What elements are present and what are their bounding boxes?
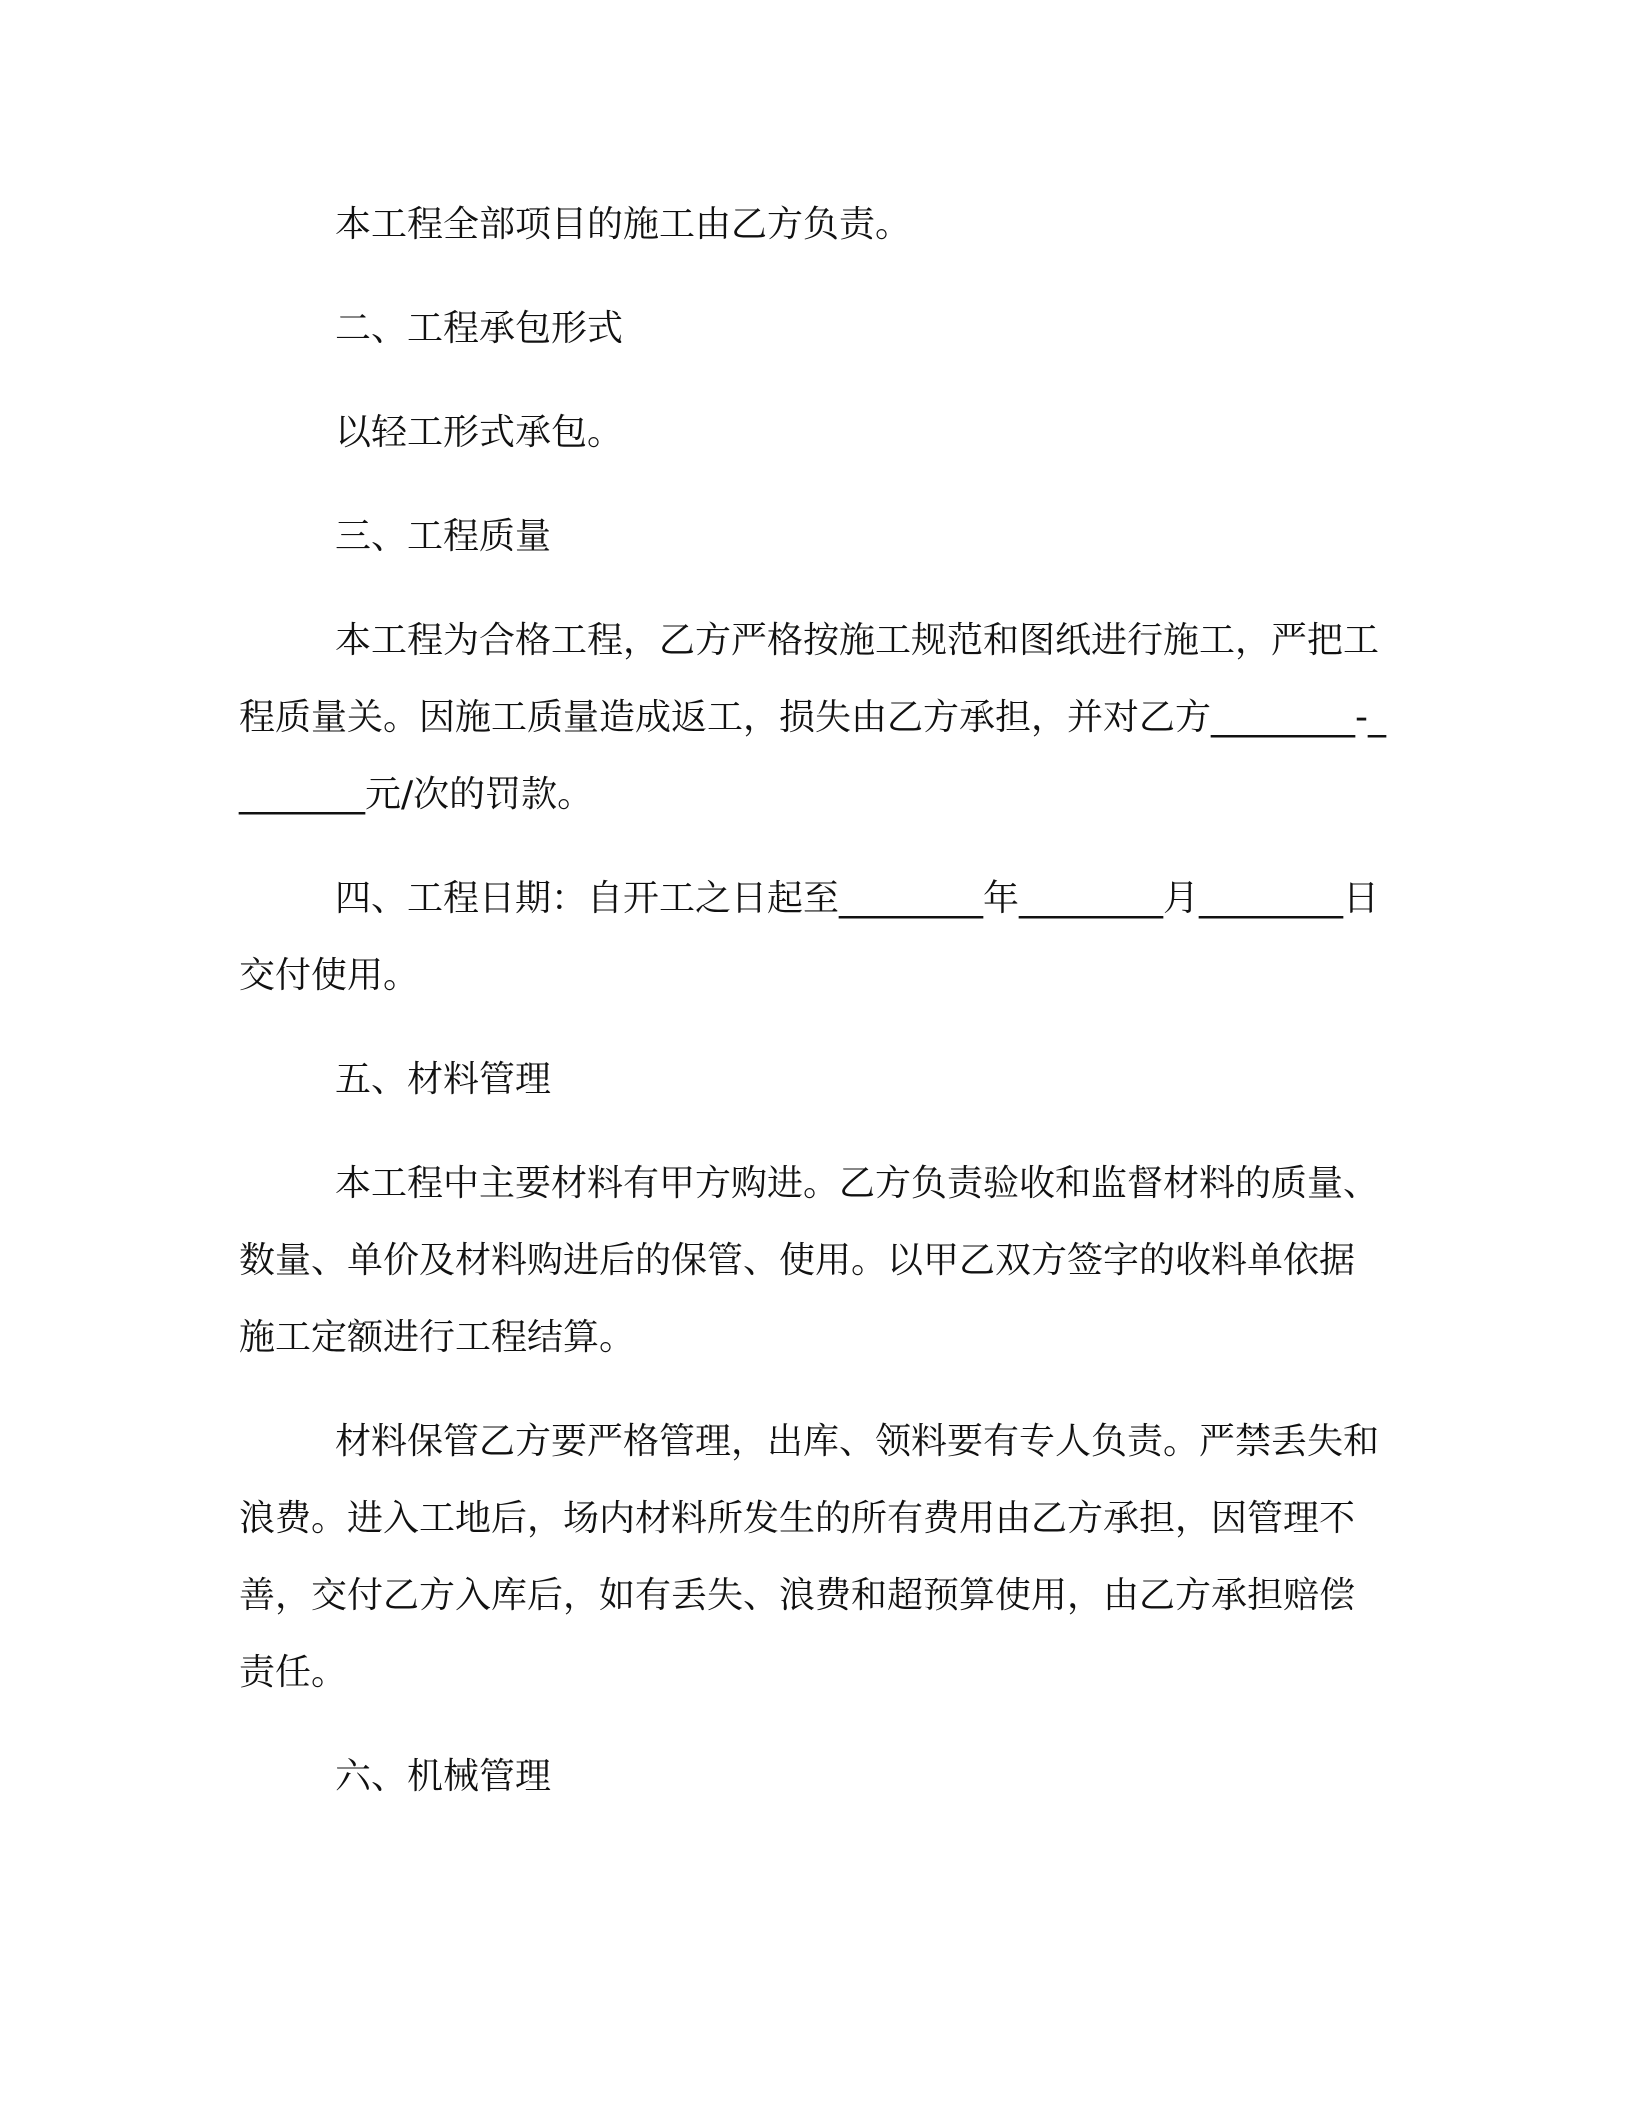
document-body (239, 186, 1389, 1842)
heading-contract-form: 二、工程承包形式 (335, 308, 624, 349)
paragraph-project-quality: 本工程为合格工程，乙方严格按施工规范和图纸进行施工，严把工程质量关。因施工质量造成返工，损失由乙方承担，并对乙方________-________元/次的罚款。 (239, 620, 1386, 815)
heading-material-management: 五、材料管理 (335, 1059, 552, 1100)
paragraph-construction-responsibility: 本工程全部项目的施工由乙方负责。 (335, 204, 912, 245)
paragraph-material-storage: 材料保管乙方要严格管理，出库、领料要有专人负责。严禁丢失和浪费。进入工地后，场内材料所发生的所有费用由乙方承担，因管理不善，交付乙方入库后，如有丢失、浪费和超预算使用，由乙方承担赔偿责任。 (239, 1421, 1380, 1693)
heading-machinery-management: 六、机械管理 (335, 1756, 552, 1797)
paragraph-project-date: 四、工程日期：自开工之日起至________年________月________日交付使用。 (239, 878, 1380, 996)
paragraph-contract-form: 以轻工形式承包。 (335, 412, 624, 453)
paragraph-material-purchase: 本工程中主要材料有甲方购进。乙方负责验收和监督材料的质量、数量、单价及材料购进后的保管、使用。以甲乙双方签字的收料单依据施工定额进行工程结算。 (239, 1163, 1380, 1358)
heading-project-quality: 三、工程质量 (335, 516, 552, 557)
